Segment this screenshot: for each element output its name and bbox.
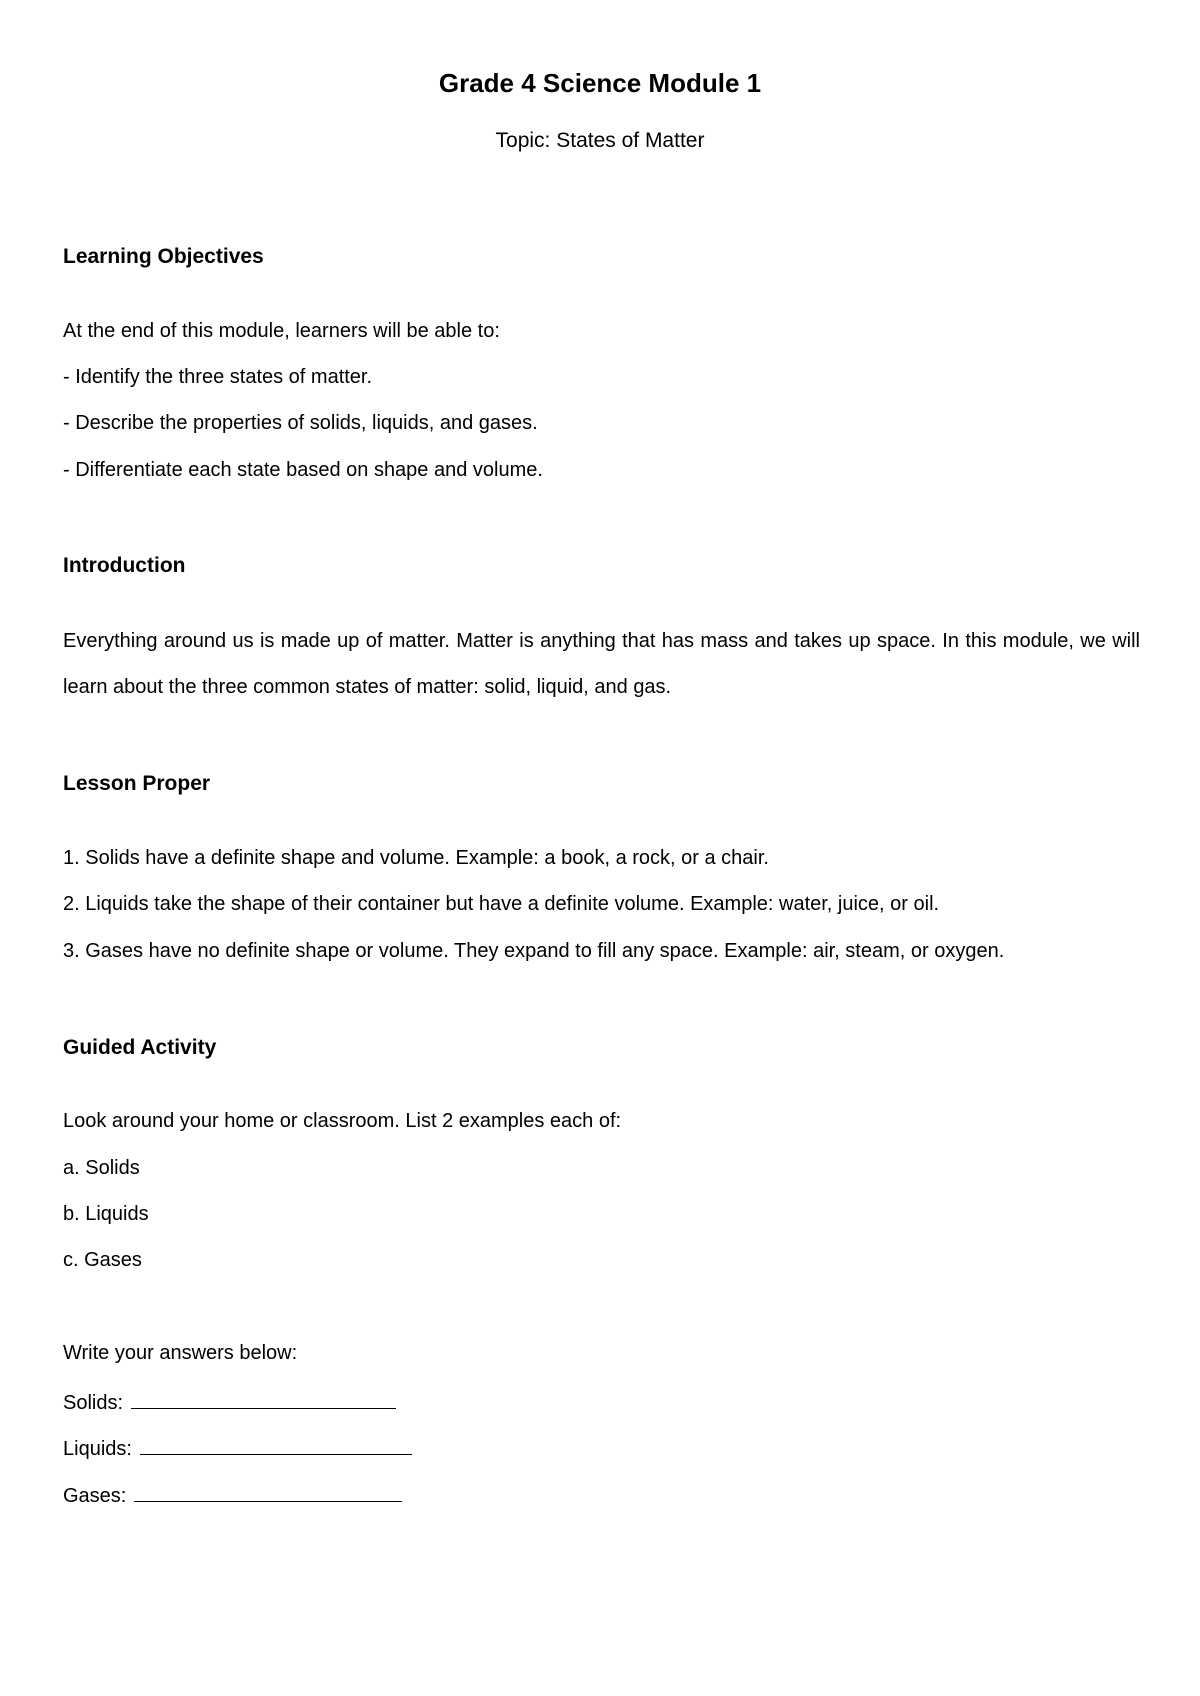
page-title: Grade 4 Science Module 1 [438,68,762,98]
answer-row-liquids [63,1434,412,1461]
objective-item: - Identify the three states of matter. [63,366,373,388]
activity-instruction: Look around your home or classroom. List 2 examples each of: [63,1110,622,1132]
answer-label: Solids: [63,1392,124,1414]
answer-label: Gases: [63,1485,127,1507]
introduction-paragraph: Everything around us is made up of matter. Matter is anything that has mass and takes up space. In this module, we will learn about the three common states of matter: solid, liquid, and gas. [63,630,1140,698]
activity-choice: b. Liquids [63,1203,149,1225]
lesson-item: 1. Solids have a definite shape and volume. Example: a book, a rock, or a chair. [63,847,769,869]
lesson-item: 2. Liquids take the shape of their container but have a definite volume. Example: water, juice, or oil. [63,893,940,915]
answers-prompt: Write your answers below: [63,1342,298,1364]
lesson-heading: Lesson Proper [63,772,211,795]
answer-row-solids [63,1388,396,1415]
introduction-heading: Introduction [63,554,186,577]
activity-heading: Guided Activity [63,1036,217,1059]
answer-row-gases [63,1481,402,1508]
activity-choice: c. Gases [63,1249,142,1271]
answer-blank-line[interactable] [140,1434,412,1455]
lesson-item: 3. Gases have no definite shape or volume. They expand to fill any space. Example: air, steam, or oxygen. [63,940,1005,962]
answer-blank-line[interactable] [134,1481,402,1502]
topic-subtitle: Topic: States of Matter [495,129,705,152]
activity-choice: a. Solids [63,1157,140,1179]
objective-item: - Differentiate each state based on shape and volume. [63,459,543,481]
objectives-heading: Learning Objectives [63,245,264,268]
answer-blank-line[interactable] [131,1388,396,1409]
objective-item: - Describe the properties of solids, liquids, and gases. [63,412,538,434]
answer-label: Liquids: [63,1438,132,1460]
objectives-intro: At the end of this module, learners will be able to: [63,320,500,342]
